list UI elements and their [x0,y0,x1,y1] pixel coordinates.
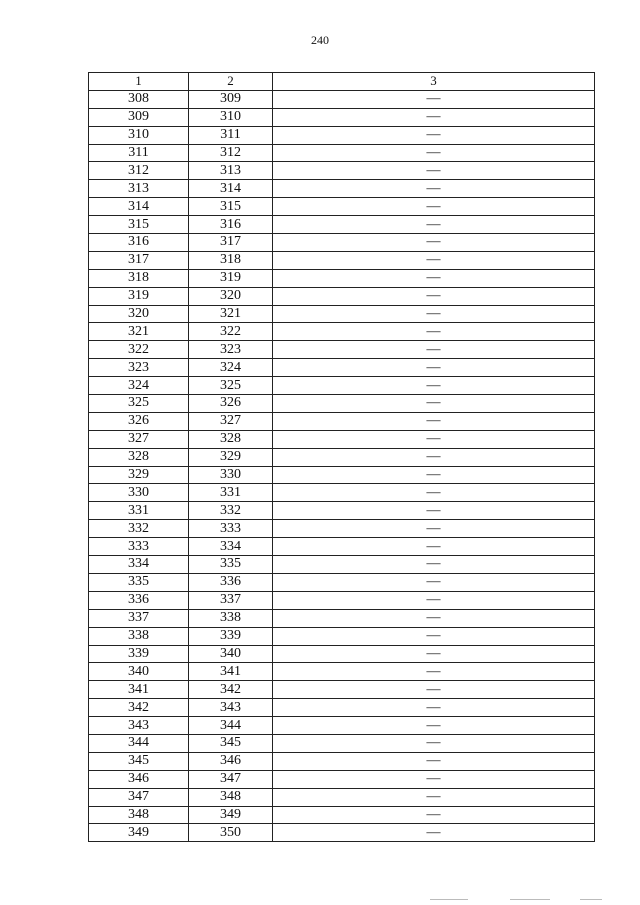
table-row [89,573,595,591]
table-cell-col-3: — [273,341,595,359]
table-row [89,824,595,842]
table-cell-col-2: 318 [189,251,273,269]
table-cell-col-1: 340 [89,663,189,681]
table-row [89,770,595,788]
table-row [89,108,595,126]
table-cell-col-3: — [273,466,595,484]
table-cell-col-1: 330 [89,484,189,502]
table-row [89,609,595,627]
table-cell-col-1: 327 [89,430,189,448]
table-cell-col-3: — [273,806,595,824]
table-row [89,198,595,216]
table-cell-col-3: — [273,216,595,234]
table-cell-col-3: — [273,162,595,180]
table-cell-col-1: 337 [89,609,189,627]
table-row [89,323,595,341]
table-row [89,412,595,430]
table-cell-col-3: — [273,538,595,556]
table-cell-col-3: — [273,752,595,770]
table-cell-col-2: 346 [189,752,273,770]
table-cell-col-2: 312 [189,144,273,162]
table-row [89,699,595,717]
table-cell-col-3: — [273,395,595,413]
table-cell-col-3: — [273,591,595,609]
table-row [89,430,595,448]
table-row [89,556,595,574]
table-cell-col-1: 321 [89,323,189,341]
table-row [89,752,595,770]
table-cell-col-1: 317 [89,251,189,269]
table-row [89,466,595,484]
table-row [89,395,595,413]
table-cell-col-2: 321 [189,305,273,323]
table-row [89,538,595,556]
table-cell-col-3: — [273,269,595,287]
table-cell-col-2: 310 [189,108,273,126]
table-row [89,216,595,234]
table-cell-col-1: 342 [89,699,189,717]
table-row [89,734,595,752]
table-cell-col-2: 322 [189,323,273,341]
table-row [89,645,595,663]
table-row [89,788,595,806]
table-cell-col-3: — [273,717,595,735]
table-cell-col-3: — [273,824,595,842]
table-row [89,180,595,198]
table-cell-col-1: 322 [89,341,189,359]
table-cell-col-3: — [273,609,595,627]
table-cell-col-1: 324 [89,377,189,395]
table-cell-col-1: 315 [89,216,189,234]
table-cell-col-2: 343 [189,699,273,717]
table-cell-col-2: 316 [189,216,273,234]
table-cell-col-3: — [273,377,595,395]
header-row [89,73,595,91]
table-cell-col-2: 337 [189,591,273,609]
table-row [89,126,595,144]
table-cell-col-1: 349 [89,824,189,842]
table-row [89,806,595,824]
column-header-2: 2 [189,73,273,91]
column-header-1: 1 [89,73,189,91]
table-cell-col-2: 349 [189,806,273,824]
table-cell-col-3: — [273,430,595,448]
table-cell-col-3: — [273,144,595,162]
table-cell-col-1: 339 [89,645,189,663]
table-cell-col-3: — [273,251,595,269]
table-cell-col-1: 333 [89,538,189,556]
table-cell-col-3: — [273,627,595,645]
table-row [89,90,595,108]
table-cell-col-1: 345 [89,752,189,770]
page-number: 240 [311,33,329,47]
table-cell-col-2: 332 [189,502,273,520]
table-cell-col-2: 327 [189,412,273,430]
table-cell-col-2: 315 [189,198,273,216]
table-cell-col-3: — [273,412,595,430]
table-row [89,251,595,269]
table-cell-col-3: — [273,681,595,699]
table-body [89,90,595,841]
table-cell-col-1: 332 [89,520,189,538]
table-cell-col-2: 311 [189,126,273,144]
table-cell-col-3: — [273,198,595,216]
table-cell-col-2: 329 [189,448,273,466]
table-cell-col-3: — [273,323,595,341]
table-cell-col-3: — [273,287,595,305]
table-cell-col-2: 320 [189,287,273,305]
table-cell-col-2: 314 [189,180,273,198]
table-cell-col-1: 343 [89,717,189,735]
table-cell-col-3: — [273,180,595,198]
table-cell-col-1: 338 [89,627,189,645]
table-header [89,73,595,91]
table-cell-col-2: 340 [189,645,273,663]
table-cell-col-1: 311 [89,144,189,162]
table-cell-col-3: — [273,126,595,144]
table-cell-col-3: — [273,90,595,108]
table-cell-col-1: 319 [89,287,189,305]
table-cell-col-1: 328 [89,448,189,466]
table-cell-col-3: — [273,573,595,591]
table-row [89,484,595,502]
table-row [89,162,595,180]
table-row [89,663,595,681]
table-cell-col-2: 323 [189,341,273,359]
data-table [88,72,595,842]
table-cell-col-2: 342 [189,681,273,699]
table-cell-col-2: 324 [189,359,273,377]
table-row [89,520,595,538]
table-cell-col-1: 314 [89,198,189,216]
table-cell-col-1: 318 [89,269,189,287]
table-cell-col-3: — [273,770,595,788]
table-cell-col-1: 348 [89,806,189,824]
table-cell-col-2: 334 [189,538,273,556]
table-row [89,502,595,520]
table-cell-col-1: 313 [89,180,189,198]
table-cell-col-1: 308 [89,90,189,108]
table-row [89,377,595,395]
table-row [89,717,595,735]
table-row [89,234,595,252]
table-cell-col-1: 325 [89,395,189,413]
table-row [89,287,595,305]
table-cell-col-3: — [273,108,595,126]
table-cell-col-2: 313 [189,162,273,180]
table-row [89,341,595,359]
table-cell-col-1: 335 [89,573,189,591]
table-cell-col-3: — [273,699,595,717]
table-cell-col-2: 330 [189,466,273,484]
table-cell-col-3: — [273,734,595,752]
table-cell-col-1: 341 [89,681,189,699]
table-cell-col-2: 341 [189,663,273,681]
table-cell-col-3: — [273,788,595,806]
table-cell-col-2: 333 [189,520,273,538]
table-row [89,144,595,162]
table-cell-col-2: 348 [189,788,273,806]
table-cell-col-2: 350 [189,824,273,842]
table-cell-col-1: 331 [89,502,189,520]
table-cell-col-2: 336 [189,573,273,591]
table-cell-col-2: 345 [189,734,273,752]
table-cell-col-3: — [273,484,595,502]
table-cell-col-2: 331 [189,484,273,502]
table-row [89,269,595,287]
table-row [89,359,595,377]
table-cell-col-2: 328 [189,430,273,448]
table-cell-col-2: 344 [189,717,273,735]
table-cell-col-1: 326 [89,412,189,430]
table-cell-col-1: 316 [89,234,189,252]
table-cell-col-1: 320 [89,305,189,323]
table-cell-col-3: — [273,502,595,520]
table-cell-col-1: 310 [89,126,189,144]
table-cell-col-1: 329 [89,466,189,484]
table-cell-col-1: 347 [89,788,189,806]
table-cell-col-3: — [273,520,595,538]
scan-artifact-marks [430,899,630,901]
table-cell-col-3: — [273,448,595,466]
table-row [89,627,595,645]
table-cell-col-1: 336 [89,591,189,609]
table-cell-col-3: — [273,663,595,681]
table-cell-col-1: 346 [89,770,189,788]
table-cell-col-2: 325 [189,377,273,395]
table-cell-col-3: — [273,645,595,663]
table-cell-col-3: — [273,305,595,323]
table-cell-col-2: 309 [189,90,273,108]
table-cell-col-3: — [273,359,595,377]
table-row [89,681,595,699]
table-cell-col-3: — [273,234,595,252]
table-row [89,305,595,323]
table-cell-col-2: 338 [189,609,273,627]
table-cell-col-1: 312 [89,162,189,180]
table-cell-col-1: 334 [89,556,189,574]
table-cell-col-2: 326 [189,395,273,413]
column-header-3: 3 [273,73,595,91]
table-cell-col-1: 309 [89,108,189,126]
table-cell-col-2: 317 [189,234,273,252]
table-cell-col-2: 335 [189,556,273,574]
table-row [89,448,595,466]
table-cell-col-1: 344 [89,734,189,752]
table-cell-col-2: 319 [189,269,273,287]
table-cell-col-1: 323 [89,359,189,377]
table-row [89,591,595,609]
table-cell-col-2: 347 [189,770,273,788]
table-cell-col-3: — [273,556,595,574]
table-cell-col-2: 339 [189,627,273,645]
